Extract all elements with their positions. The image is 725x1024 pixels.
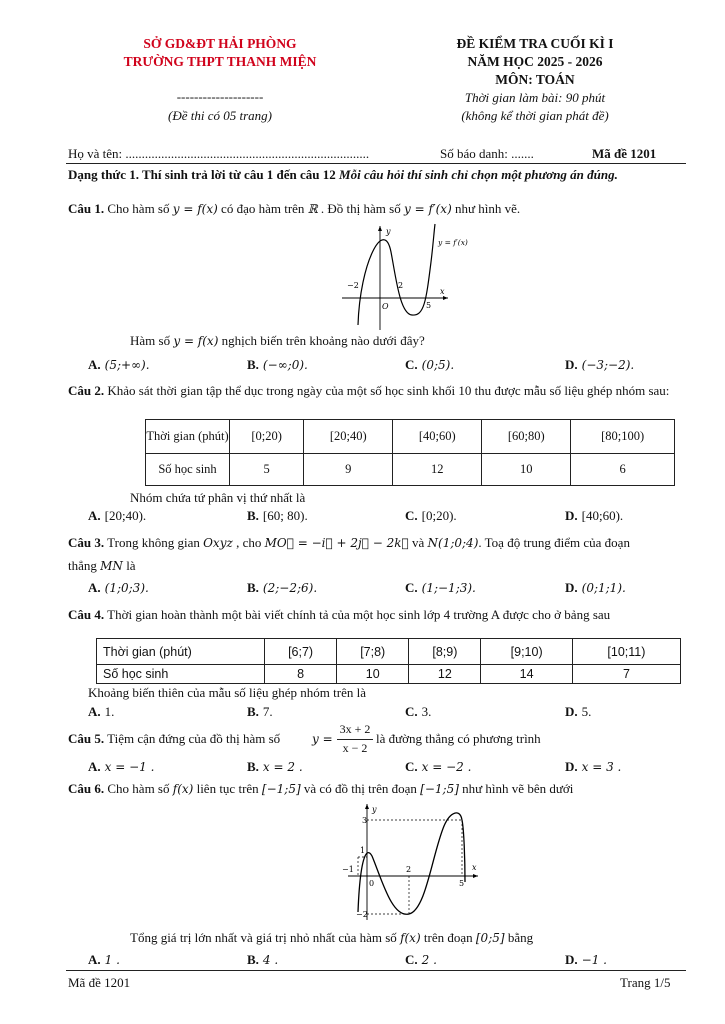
q4-count-3: 12 bbox=[409, 665, 481, 684]
q5-fraction-bar bbox=[337, 739, 373, 740]
exam-time-note: (không kể thời gian phát đề) bbox=[461, 108, 609, 123]
q4-option-b[interactable]: B. 7. bbox=[247, 704, 273, 719]
q4-count-5: 7 bbox=[572, 665, 680, 684]
q2-group-1: [0;20) bbox=[230, 420, 304, 454]
q2-row-label: Số học sinh bbox=[146, 454, 230, 486]
q1-option-b[interactable]: B. (−∞;0). bbox=[247, 357, 308, 372]
q2-count-1: 5 bbox=[230, 454, 304, 486]
q5-text: là đường thẳng có phương trình bbox=[376, 731, 541, 746]
q5-option-b[interactable]: B. x = 2 . bbox=[247, 759, 303, 774]
divider bbox=[66, 163, 686, 164]
y-tick-1: 1 bbox=[360, 846, 366, 855]
q2-ask: Nhóm chứa tứ phân vị thứ nhất là bbox=[130, 490, 306, 505]
page-count-note: (Đề thi có 05 trang) bbox=[168, 108, 272, 123]
q6-option-a[interactable]: A. 1 . bbox=[88, 952, 120, 967]
q4-data-table bbox=[96, 638, 681, 684]
q4-option-a[interactable]: A. 1. bbox=[88, 704, 115, 719]
q5-option-d[interactable]: D. x = 3 . bbox=[565, 759, 622, 774]
q4-count-2: 10 bbox=[337, 665, 409, 684]
q2-data-table bbox=[145, 419, 675, 486]
x-tick-2: 2 bbox=[398, 281, 404, 290]
q4-group-5: [10;11) bbox=[572, 639, 680, 665]
q5-option-c[interactable]: C. x = −2 . bbox=[405, 759, 472, 774]
q4-header-cell: Thời gian (phút) bbox=[97, 639, 265, 665]
q2-option-b[interactable]: B. [60; 80). bbox=[247, 508, 308, 523]
question-6: Câu 6. Cho hàm số f(x) liên tục trên [−1;5] và có đồ thị trên đoạn [−1;5] như hình vẽ bên dưới bbox=[68, 781, 574, 796]
q6-option-d[interactable]: D. −1 . bbox=[565, 952, 607, 967]
q6-option-b[interactable]: B. 4 . bbox=[247, 952, 279, 967]
question-3: Câu 3. Trong không gian Oxyz , cho MO⃗ = −i⃗ + 2j⃗ − 2k⃗ và N(1;0;4). Toạ độ trung điểm của đoạn bbox=[68, 535, 630, 550]
q2-group-2: [20;40) bbox=[304, 420, 393, 454]
q4-option-d[interactable]: D. 5. bbox=[565, 704, 592, 719]
y-axis-label: y bbox=[372, 805, 377, 814]
footer-page-number: Trang 1/5 bbox=[620, 975, 671, 990]
subject: MÔN: TOÁN bbox=[495, 72, 575, 87]
x-axis-label: x bbox=[472, 863, 477, 872]
q2-option-a[interactable]: A. [20;40). bbox=[88, 508, 147, 523]
footer-divider bbox=[66, 970, 686, 971]
curve-label: y = f′(x) bbox=[438, 238, 468, 247]
question-4: Câu 4. Thời gian hoàn thành một bài viết chính tả của một học sinh lớp 4 trường A được cho ở bảng sau bbox=[68, 607, 611, 622]
school-year: NĂM HỌC 2025 - 2026 bbox=[467, 54, 603, 69]
q2-group-3: [40;60) bbox=[393, 420, 482, 454]
q1-option-c[interactable]: C. (0;5). bbox=[405, 357, 455, 372]
q4-group-1: [6;7) bbox=[265, 639, 337, 665]
department-name: SỞ GD&ĐT HẢI PHÒNG bbox=[143, 36, 297, 51]
exam-time: Thời gian làm bài: 90 phút bbox=[464, 90, 606, 105]
x-axis-arrow bbox=[473, 874, 478, 878]
q4-row-label: Số học sinh bbox=[97, 665, 265, 684]
q5-numerator: 3x + 2 bbox=[339, 722, 371, 736]
q2-header-cell: Thời gian (phút) bbox=[146, 420, 230, 454]
q1-option-d[interactable]: D. (−3;−2). bbox=[565, 357, 635, 372]
y-axis-arrow bbox=[365, 804, 369, 809]
q3-option-c[interactable]: C. (1;−1;3). bbox=[405, 580, 476, 595]
q6-option-c[interactable]: C. 2 . bbox=[405, 952, 437, 967]
x-tick-2: 2 bbox=[406, 865, 412, 874]
y-axis-label: y bbox=[386, 227, 391, 236]
q3-option-a[interactable]: A. (1;0;3). bbox=[88, 580, 149, 595]
y-tick-minus-2: −2 bbox=[356, 910, 368, 919]
x-tick-5: 5 bbox=[459, 879, 465, 888]
function-curve bbox=[358, 813, 465, 914]
q3-option-b[interactable]: B. (2;−2;6). bbox=[247, 580, 318, 595]
school-name: TRƯỜNG THPT THANH MIỆN bbox=[123, 54, 317, 69]
exam-code: Mã đề 1201 bbox=[592, 146, 657, 161]
q4-count-4: 14 bbox=[481, 665, 572, 684]
question-5: Câu 5. Tiệm cận đứng của đồ thị hàm số bbox=[68, 731, 281, 746]
q4-group-3: [8;9) bbox=[409, 639, 481, 665]
derivative-graph bbox=[338, 222, 468, 334]
x-tick-minus-2: −2 bbox=[347, 281, 359, 290]
q3-option-d[interactable]: D. (0;1;1). bbox=[565, 580, 626, 595]
q2-count-2: 9 bbox=[304, 454, 393, 486]
q2-count-3: 12 bbox=[393, 454, 482, 486]
x-tick-minus-1: −1 bbox=[342, 865, 354, 874]
y-tick-3: 3 bbox=[362, 816, 368, 825]
student-id-field: Số báo danh: ....... bbox=[440, 146, 534, 161]
q4-ask: Khoảng biến thiên của mẫu số liệu ghép nhóm trên là bbox=[88, 685, 366, 700]
q4-group-2: [7;8) bbox=[337, 639, 409, 665]
q4-option-c[interactable]: C. 3. bbox=[405, 704, 432, 719]
origin-label: O bbox=[382, 302, 389, 311]
q2-count-4: 10 bbox=[482, 454, 571, 486]
q1-option-a[interactable]: A. (5;+∞). bbox=[88, 357, 150, 372]
section-instruction: Dạng thức 1. Thí sinh trả lời từ câu 1 đến câu 12 Mỗi câu hỏi thí sinh chỉ chọn một phương án đúng. bbox=[68, 167, 618, 182]
q4-group-4: [9;10) bbox=[481, 639, 572, 665]
x-axis-arrow bbox=[443, 296, 448, 300]
x-axis-label: x bbox=[440, 287, 445, 296]
x-tick-5: 5 bbox=[426, 301, 432, 310]
y-axis-arrow bbox=[378, 226, 382, 231]
q2-group-4: [60;80) bbox=[482, 420, 571, 454]
q4-count-1: 8 bbox=[265, 665, 337, 684]
q2-option-d[interactable]: D. [40;60). bbox=[565, 508, 624, 523]
header-dashes: -------------------- bbox=[176, 89, 264, 104]
q2-count-5: 6 bbox=[571, 454, 675, 486]
question-2: Câu 2. Khảo sát thời gian tập thể dục trong ngày của một số học sinh khối 10 thu được mẫu số liệu ghép nhóm sau: bbox=[68, 383, 670, 398]
exam-title: ĐỀ KIỂM TRA CUỐI KÌ I bbox=[456, 36, 614, 51]
footer-exam-code: Mã đề 1201 bbox=[68, 975, 131, 990]
function-graph bbox=[336, 800, 486, 924]
derivative-curve bbox=[358, 224, 435, 325]
q5-function: y = bbox=[312, 732, 333, 746]
student-name-field: Họ và tên: ........................................................................... bbox=[68, 146, 370, 161]
question-3-line-2: thẳng MN là bbox=[68, 558, 136, 573]
question-1: Câu 1. Cho hàm số y = f(x) có đạo hàm trên ℝ . Đồ thị hàm số y = f′(x) như hình vẽ. bbox=[68, 201, 521, 216]
q1-ask: Hàm số y = f(x) nghịch biến trên khoảng nào dưới đây? bbox=[130, 333, 425, 348]
q5-option-a[interactable]: A. x = −1 . bbox=[88, 759, 155, 774]
q2-option-c[interactable]: C. [0;20). bbox=[405, 508, 457, 523]
origin-label: 0 bbox=[369, 879, 375, 888]
q5-denominator: x − 2 bbox=[342, 741, 368, 755]
q2-group-5: [80;100) bbox=[571, 420, 675, 454]
q6-ask: Tổng giá trị lớn nhất và giá trị nhỏ nhất của hàm số f(x) trên đoạn [0;5] bằng bbox=[130, 930, 534, 945]
